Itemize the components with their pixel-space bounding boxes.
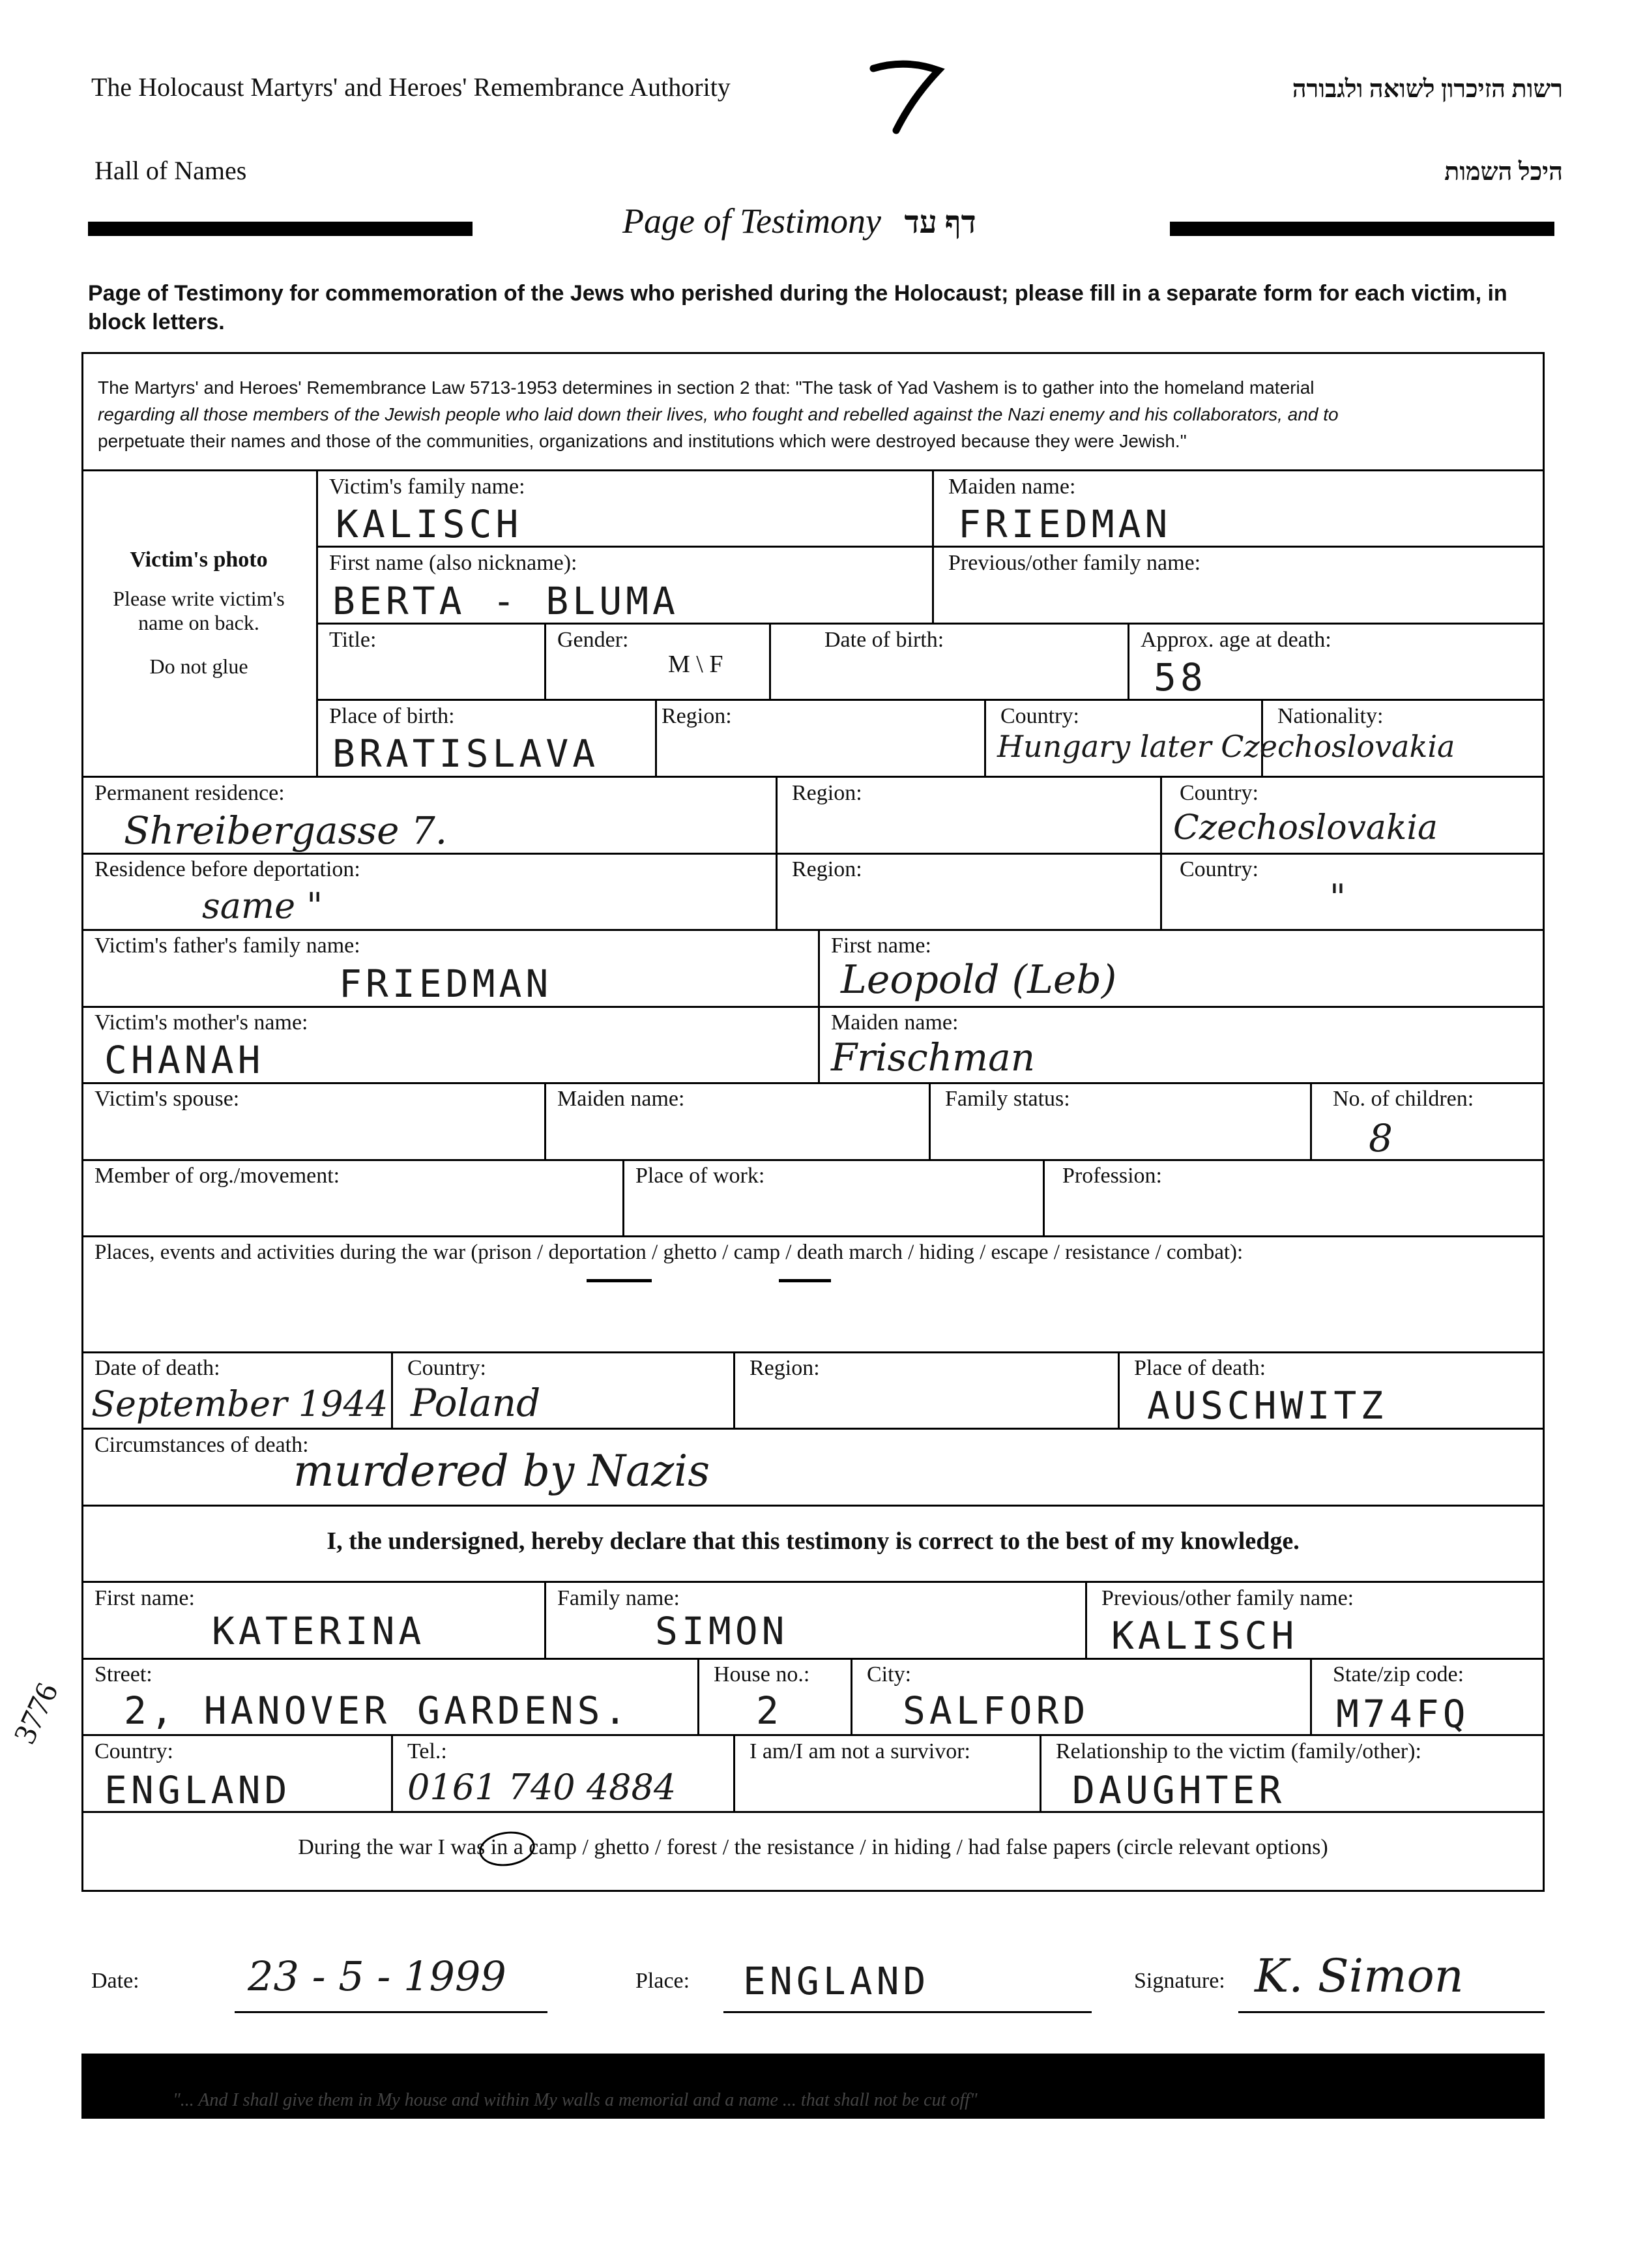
corner-mark [867,52,945,137]
divider [544,1581,546,1658]
label-region-birth: Region: [662,704,732,728]
title-he: דף עד [904,205,976,240]
value-res-before[interactable]: same " [202,885,323,926]
photo-instruction-3: Do not glue [149,655,248,678]
label-relationship: Relationship to the victim (family/other): [1056,1739,1421,1763]
label-profession: Profession: [1062,1164,1162,1188]
label-gender: Gender: [557,628,629,652]
law-text-line3: perpetuate their names and those of the communities, organizations and institutions which were destroyed because they were Jewish." [98,431,1187,451]
value-date[interactable]: 23 - 5 - 1999 [248,1952,506,2000]
label-city: City: [867,1662,912,1686]
value-first-name[interactable]: BERTA - BLUMA [332,579,679,623]
divider [733,1734,735,1811]
rule [81,469,1545,471]
value-zip[interactable]: M74FQ [1336,1692,1470,1736]
label-date-death: Date of death: [95,1356,220,1380]
declaration: I, the undersigned, hereby declare that this testimony is correct to the best of my knowledge. [327,1527,1300,1555]
rule [316,699,1545,701]
label-mother-maiden: Maiden name: [831,1010,959,1035]
label-spouse: Victim's spouse: [95,1087,240,1111]
value-circumstances[interactable]: murdered by Nazis [293,1446,710,1496]
value-death-country[interactable]: Poland [411,1381,541,1425]
rule [81,1351,1545,1353]
rule [81,1006,1545,1008]
value-res-before-country[interactable]: " [1330,877,1346,918]
label-death-region: Region: [750,1356,820,1380]
label-death-country: Country: [407,1356,486,1380]
value-house-no[interactable]: 2 [756,1688,783,1733]
divider [769,623,771,700]
value-date-death[interactable]: September 1944 [91,1383,388,1424]
value-country-birth[interactable]: Hungary later Czechoslovakia [997,729,1455,764]
label-date: Date: [91,1969,139,1993]
divider [733,1351,735,1428]
divider [316,469,318,777]
divider [1310,1658,1312,1734]
value-father-first[interactable]: Leopold (Leb) [841,957,1117,1003]
value-city[interactable]: SALFORD [903,1688,1090,1733]
value-place-death[interactable]: AUSCHWITZ [1147,1383,1388,1428]
divider [776,776,778,929]
label-member-org: Member of org./movement: [95,1164,340,1188]
rule [81,776,1545,778]
divider [544,623,546,700]
value-relationship[interactable]: DAUGHTER [1072,1768,1286,1812]
label-perm-country: Country: [1180,781,1259,805]
law-text-line2: regarding all those members of the Jewish people who laid down their lives, who fought and rebelled against the Nazi enemy and his collaborators, and to [98,404,1339,424]
divider [544,1082,546,1159]
label-res-before-country: Country: [1180,857,1259,881]
value-signature[interactable]: K. Simon [1255,1949,1464,2003]
divider [1040,1734,1041,1811]
date-underline [235,2011,547,2013]
divider [1043,1159,1045,1235]
value-sub-family[interactable]: SIMON [655,1609,789,1653]
value-perm-res[interactable]: Shreibergasse 7. [124,808,448,853]
label-nationality: Nationality: [1277,704,1384,728]
label-sub-country: Country: [95,1739,173,1763]
value-street[interactable]: 2, HANOVER GARDENS. [124,1688,631,1733]
org-name-en: The Holocaust Martyrs' and Heroes' Remembrance Authority [91,72,731,102]
divider [818,929,820,1082]
value-children[interactable]: 8 [1369,1116,1393,1160]
rule [81,1581,1545,1583]
divider [929,1082,931,1159]
place-underline [723,2011,1092,2013]
divider [1118,1351,1120,1428]
divider [1310,1082,1312,1159]
divider [622,1159,624,1235]
label-place-work: Place of work: [635,1164,765,1188]
label-father-family: Victim's father's family name: [95,934,360,958]
value-age-death[interactable]: 58 [1154,655,1207,700]
label-perm-res: Permanent residence: [95,781,285,805]
rule [81,1811,1545,1813]
photo-instruction-2: name on back. [138,611,259,634]
title-bar-left [88,222,473,236]
value-father-family[interactable]: FRIEDMAN [339,962,553,1006]
rule [81,1235,1545,1237]
label-res-before: Residence before deportation: [95,857,360,881]
hall-of-names-he: היכל השמות [1444,158,1563,186]
divider [932,469,934,624]
label-place-death: Place of death: [1134,1356,1266,1380]
label-survivor: I am/I am not a survivor: [750,1739,970,1763]
divider [391,1734,393,1811]
label-place-birth: Place of birth: [329,704,455,728]
footer-band [81,2054,1545,2119]
law-text [98,374,1538,454]
value-tel[interactable]: 0161 740 4884 [407,1767,677,1808]
rule [81,1505,1545,1507]
value-perm-country[interactable]: Czechoslovakia [1173,808,1438,847]
rule [81,1734,1545,1736]
hall-of-names-en: Hall of Names [95,156,247,185]
label-sub-first: First name: [95,1586,195,1610]
intro-text: Page of Testimony for commemoration of the Jews who perished during the Holocaust; please fill in a separate form for each victim, in block letters. [88,281,1507,334]
rule [81,929,1545,931]
label-title: Title: [329,628,377,652]
value-family-name[interactable]: KALISCH [336,502,523,546]
label-dob: Date of birth: [824,628,944,652]
label-country-birth: Country: [1000,704,1079,728]
page-title [622,201,976,241]
label-age-death: Approx. age at death: [1141,628,1332,652]
label-res-before-region: Region: [792,857,862,881]
value-mother-maiden[interactable]: Frischman [831,1035,1036,1080]
signature-underline [1238,2011,1545,2013]
label-first-name: First name (also nickname): [329,551,577,575]
margin-note: 3776 [7,1677,65,1749]
photo-cell [85,548,313,679]
label-sub-family: Family name: [557,1586,680,1610]
label-family-status: Family status: [945,1087,1070,1111]
rule [81,1159,1545,1161]
label-circumstances: Circumstances of death: [95,1433,309,1457]
label-mother-name: Victim's mother's name: [95,1010,308,1035]
label-signature: Signature: [1134,1969,1225,1993]
label-street: Street: [95,1662,153,1686]
value-sub-country[interactable]: ENGLAND [104,1768,291,1812]
label-spouse-maiden: Maiden name: [557,1087,685,1111]
rule [81,1082,1545,1084]
photo-instruction-1: Please write victim's [113,587,285,610]
value-place[interactable]: ENGLAND [743,1959,930,2003]
rule [81,853,1545,855]
label-sub-prev: Previous/other family name: [1101,1586,1354,1610]
underline-camp [779,1279,831,1282]
title-en: Page of Testimony [622,201,881,241]
label-tel: Tel.: [407,1739,447,1763]
label-maiden-name: Maiden name: [948,475,1076,499]
divider [984,699,986,776]
title-bar-right [1170,222,1554,236]
label-prev-family-name: Previous/other family name: [948,551,1201,575]
divider [851,1658,852,1734]
underline-deportation [587,1279,652,1282]
org-name-he: רשות הזיכרון לשואה ולגבורה [1292,76,1563,103]
label-perm-region: Region: [792,781,862,805]
rule [81,1428,1545,1430]
divider [655,699,657,776]
war-status-line: During the war I was in a camp / ghetto / forest / the resistance / in hiding / had false papers (circle relevant options) [298,1835,1328,1859]
divider [697,1658,699,1734]
value-gender[interactable]: M \ F [668,651,723,678]
label-state-zip: State/zip code: [1333,1662,1464,1686]
label-children: No. of children: [1333,1087,1474,1111]
value-sub-first[interactable]: KATERINA [212,1609,426,1653]
divider [1085,1581,1087,1658]
law-text-line1: The Martyrs' and Heroes' Remembrance Law 5713-1953 determines in section 2 that: "The task of Yad Vashem is to gather into the homeland material [98,377,1315,398]
label-place: Place: [635,1969,690,1993]
label-places-events: Places, events and activities during the war (prison / deportation / ghetto / camp / death march / hiding / escape / resistance / combat): [95,1241,1244,1264]
rule [81,1658,1545,1660]
label-father-first: First name: [831,934,931,958]
divider [1128,623,1129,700]
divider [391,1351,393,1428]
value-mother-name[interactable]: CHANAH [104,1038,265,1082]
label-family-name: Victim's family name: [329,475,525,499]
value-place-birth[interactable]: BRATISLAVA [332,731,600,776]
value-sub-prev[interactable]: KALISCH [1111,1613,1298,1658]
divider [1160,776,1162,929]
photo-title: Victim's photo [130,548,268,572]
label-house-no: House no.: [714,1662,810,1686]
value-maiden-name[interactable]: FRIEDMAN [958,502,1172,546]
footer-quote: "... And I shall give them in My house and within My walls a memorial and a name ... that shall not be cut off" [173,2090,978,2110]
